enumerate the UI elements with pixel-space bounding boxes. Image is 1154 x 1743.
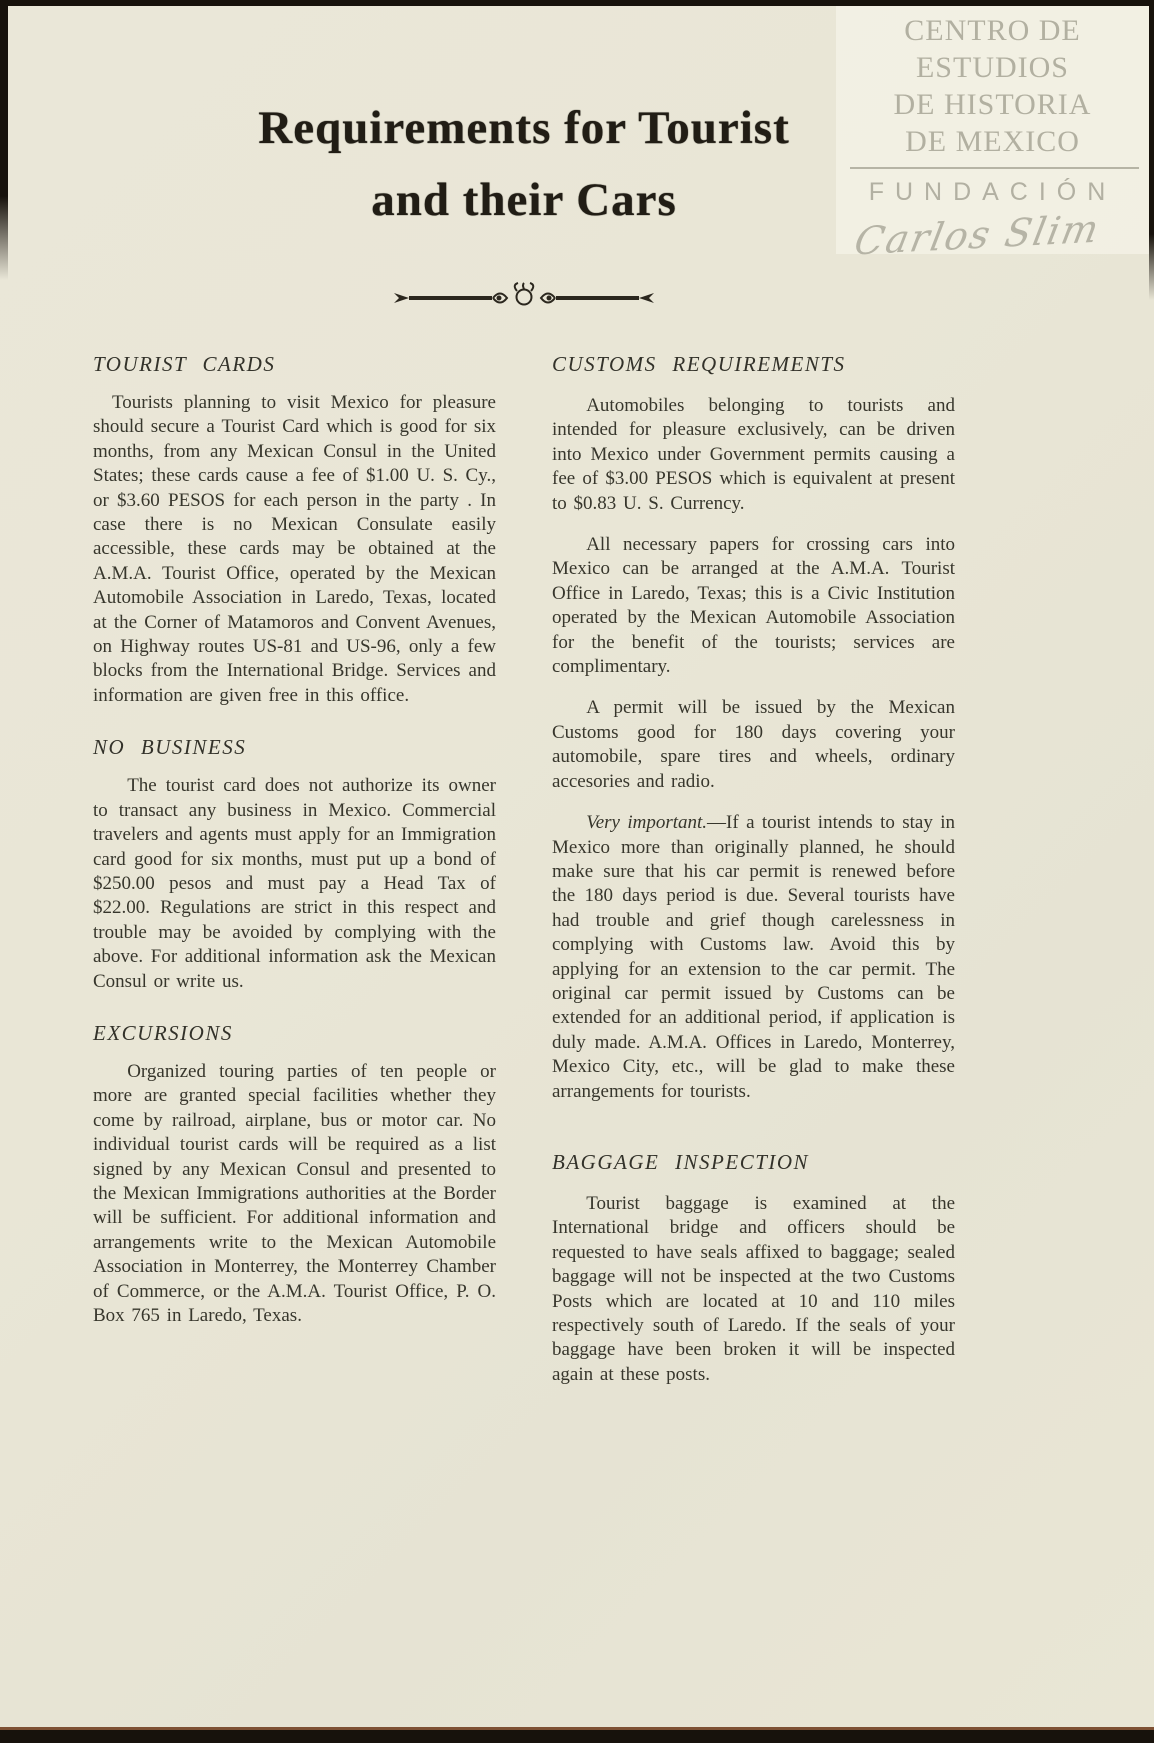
divider-ornament-icon bbox=[389, 282, 659, 310]
article-columns bbox=[93, 352, 955, 1387]
section-heading-tourist-cards: TOURIST CARDS bbox=[93, 352, 276, 376]
scan-edge-left bbox=[0, 0, 8, 280]
paragraph: The tourist card does not authorize its owner to transact any business in Mexico. Commercial travelers and agents must apply for an Immigration card good for six months, must put up a bond of $250.00 pesos and must pay a Head Tax of $22.00. Regulations are strict in this respect and trouble may be avoided by complying with the above. For additional information ask the Mexican Consul or write us. bbox=[93, 775, 496, 992]
scan-edge-right bbox=[1149, 0, 1154, 300]
paragraph: All necessary papers for crossing cars into Mexico can be arranged at the A.M.A. Tourist Office in Laredo, Texas; this is a Civic Institution operated by the Mexican Automobile Association for the benefit of the tourists; services are complimentary. bbox=[552, 534, 955, 678]
section-baggage-inspection bbox=[552, 1150, 955, 1387]
paragraph-very-important bbox=[552, 811, 955, 1104]
watermark-line: ESTUDIOS bbox=[915, 51, 1069, 84]
watermark-line: DE HISTORIA bbox=[893, 88, 1092, 121]
paragraph: Tourists planning to visit Mexico for pleasure should secure a Tourist Card which is good for six months, from any Mexican Consul in the United States; these cards cause a fee of $1.00 U. S. Cy., or $3.60 PESOS for each person in the party . In case there is no Mexican Consulate easily accessible, these cards may be obtained at the A.M.A. Tourist Office, operated by the Mexican Automobile Association in Laredo, Texas, located at the Corner of Matamoros and Convent Avenues, on Highway routes US-81 and US-96, only a few blocks from the International Bridge. Services and information are given free in this office. bbox=[93, 392, 496, 706]
section-excursions bbox=[93, 1021, 496, 1328]
paragraph: Automobiles belonging to tourists and intended for pleasure exclusively, can be driven into Mexico under Government permits causing a fee of $3.00 PESOS which is equivalent at present to $0.83 U. S. Currency. bbox=[552, 395, 955, 514]
section-tourist-cards bbox=[93, 352, 496, 708]
page-title-line1: Requirements for Tourist bbox=[258, 102, 790, 154]
ornament-divider bbox=[93, 282, 955, 315]
watermark-line: DE MEXICO bbox=[905, 125, 1080, 158]
paragraph: A permit will be issued by the Mexican Customs good for 180 days covering your automobile, spare tires and wheels, ordinary accesories and radio. bbox=[552, 697, 955, 792]
carlos-slim-signature: Carlos Slim bbox=[850, 206, 1105, 264]
left-column bbox=[93, 352, 496, 1387]
watermark-line: CENTRO DE bbox=[904, 14, 1081, 47]
section-no-business bbox=[93, 735, 496, 994]
right-column bbox=[552, 352, 955, 1387]
paragraph: Organized touring parties of ten people or more are granted special facilities whether they come by railroad, airplane, bus or motor car. No individual tourist cards will be required as a list signed by any Mexican Consul and presented to the Mexican Immigrations authorities at the Border will be sufficient. For additional information and arrangements write to the Mexican Automobile Association in Monterrey, the Monterrey Chamber of Commerce, or the A.M.A. Tourist Office, P. O. Box 765 in Laredo, Texas. bbox=[93, 1060, 496, 1326]
section-heading-baggage-inspection: BAGGAGE INSPECTION bbox=[552, 1149, 810, 1174]
foundation-label: FUNDACIÓN bbox=[868, 178, 1117, 206]
scan-edge-bottom bbox=[0, 1727, 1154, 1743]
page-title bbox=[93, 92, 955, 315]
paragraph: Tourist baggage is examined at the International bridge and officers should be requested to have seals affixed to baggage; sealed baggage will not be inspected at the two Customs Posts which are located at 10 and 110 miles respectively south of Laredo. If the seals of your baggage have been broken it will be inspected again at these posts. bbox=[552, 1192, 955, 1385]
emphasis-rest: —If a tourist intends to stay in Mexico more than originally planned, he should make sure that his car permit is renewed before the 180 days period is due. Several tourists have had trouble and grief though carelessness in complying with Customs law. Avoid this by applying for an extension to the car permit. The original car permit issued by Customs can be extended for an additional period, if application is duly made. A.M.A. Offices in Laredo, Monterrey, Mexico City, etc., will be glad to make these arrangements for tourists. bbox=[552, 812, 955, 1102]
section-heading-excursions: EXCURSIONS bbox=[93, 1020, 233, 1045]
page-title-line2: and their Cars bbox=[371, 174, 677, 226]
section-customs-requirements bbox=[552, 352, 955, 1104]
section-heading-customs-requirements: CUSTOMS REQUIREMENTS bbox=[552, 352, 846, 376]
section-heading-no-business: NO BUSINESS bbox=[93, 735, 247, 760]
emphasis-lead: Very important. bbox=[586, 812, 708, 834]
